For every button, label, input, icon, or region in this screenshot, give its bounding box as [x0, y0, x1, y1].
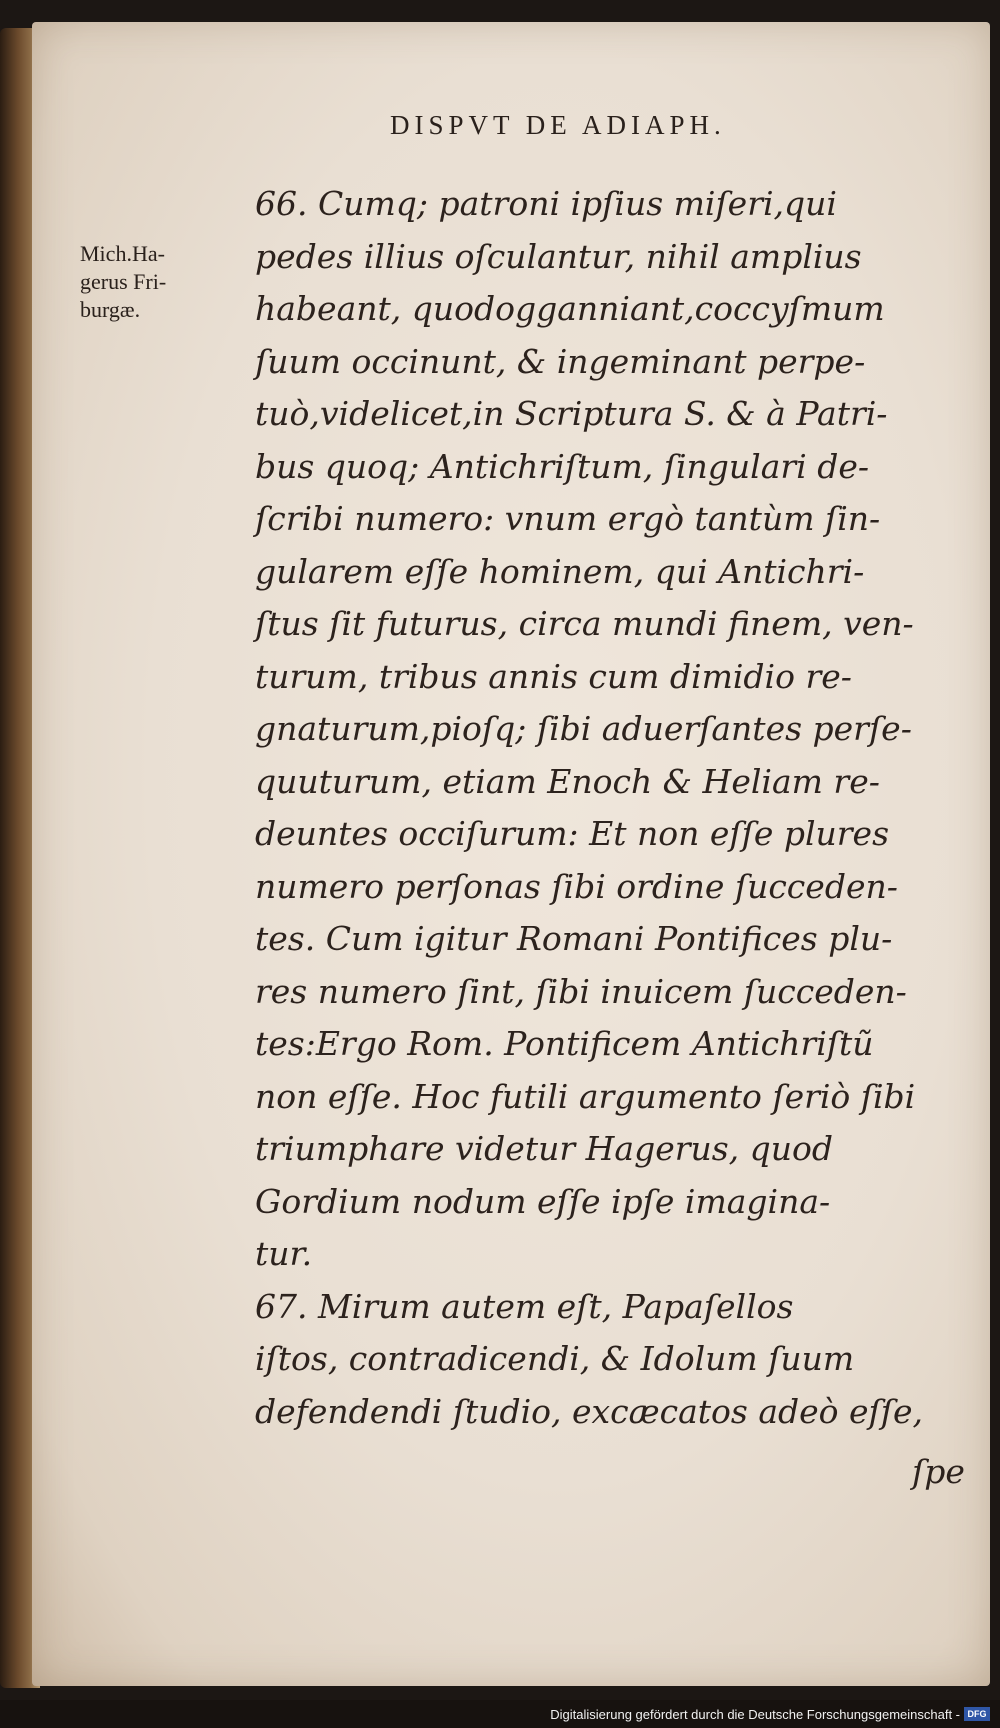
body-text — [255, 178, 965, 1438]
catchword: ſpe — [912, 1452, 965, 1491]
text-line: gularem eſſe hominem, qui Antichri- — [255, 551, 865, 591]
text-line: ſcribi numero: vnum ergò tantùm ſin- — [255, 499, 881, 538]
text-line: defendendi ſtudio, excæcatos adeò eſſe, — [255, 1391, 923, 1431]
text-line: res numero ſint, ſibi inuicem ſucceden- — [255, 971, 907, 1011]
text-line: gnaturum,pioſq; ſibi aduerſantes perſe- — [255, 709, 912, 748]
text-line: 66. Cumq; patroni ipſius miſeri,qui — [255, 184, 837, 223]
marginal-note — [80, 240, 200, 324]
text-line: Gordium nodum eſſe ipſe imagina- — [255, 1181, 831, 1221]
text-line: 67. Mirum autem eſt, Papaſellos — [255, 1286, 794, 1326]
text-line: quuturum, etiam Enoch & Heliam re- — [255, 761, 880, 801]
text-line: numero perſonas ſibi ordine ſucceden- — [255, 866, 898, 906]
text-line: ſtus ſit futurus, circa mundi finem, ven- — [255, 604, 914, 643]
text-line: tur. — [255, 1234, 313, 1273]
text-line: tuò,videlicet,in Scriptura S. & à Patri- — [255, 394, 888, 433]
running-head: DISPVT DE ADIAPH. — [390, 110, 726, 140]
text-line: deuntes occiſurum: Et non eſſe plures — [255, 814, 890, 853]
text-line: habeant, quodogganniant,coccyſmum — [255, 289, 885, 328]
footer-credit: Digitalisierung gefördert durch die Deutsche Forschungsgemeinschaft - — [550, 1707, 960, 1722]
marginal-note-line: Mich.Ha- — [80, 241, 165, 266]
marginal-note-line: burgæ. — [80, 297, 141, 322]
text-line: iſtos, contradicendi, & Idolum ſuum — [255, 1339, 855, 1378]
dfg-logo: DFG — [964, 1707, 990, 1721]
text-line: triumphare videtur Hagerus, quod — [255, 1129, 834, 1168]
text-line: tes:Ergo Rom. Pontificem Antichriſtũ — [255, 1024, 874, 1063]
text-line: pedes illius oſculantur, nihil amplius — [255, 236, 862, 276]
text-line: non eſſe. Hoc futili argumento ſeriò ſibi — [255, 1076, 916, 1116]
text-line: bus quoq; Antichriſtum, ſingulari de- — [255, 446, 869, 486]
text-line: turum, tribus annis cum dimidio re- — [255, 656, 852, 696]
text-line: ſuum occinunt, & ingeminant perpe- — [255, 341, 866, 381]
text-line: tes. Cum igitur Romani Pontifices plu- — [255, 919, 893, 958]
marginal-note-line: gerus Fri- — [80, 269, 167, 294]
